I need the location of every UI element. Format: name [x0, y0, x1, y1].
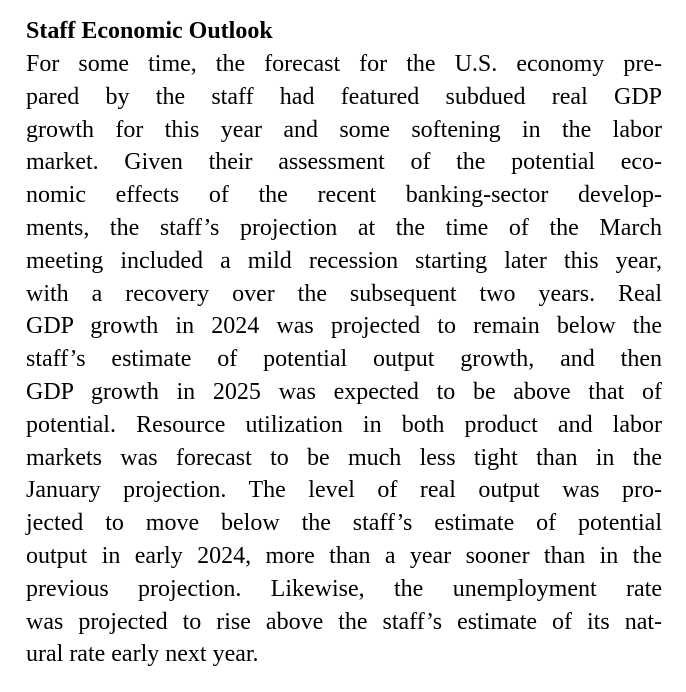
paragraph-line: jected to move below the staff’s estimate of potential	[26, 510, 662, 537]
paragraph-line: GDP growth in 2024 was projected to remain below the	[26, 313, 662, 340]
paragraph-line: pared by the staff had featured subdued real GDP	[26, 83, 662, 110]
paragraph-line: nomic effects of the recent banking-sector develop-	[26, 182, 662, 209]
paragraph-line: growth for this year and some softening in the labor	[26, 116, 662, 143]
paragraph-line: ments, the staff’s projection at the time of the March	[26, 214, 662, 241]
paragraph-line: meeting included a mild recession starting later this year,	[26, 247, 662, 274]
document-section	[26, 15, 662, 671]
paragraph-line: with a recovery over the subsequent two years. Real	[26, 280, 662, 307]
paragraph-line: was projected to rise above the staff’s estimate of its nat-	[26, 608, 662, 635]
paragraph-line: output in early 2024, more than a year sooner than in the	[26, 542, 662, 569]
paragraph-line: previous projection. Likewise, the unemployment rate	[26, 575, 662, 602]
paragraph-line: potential. Resource utilization in both product and labor	[26, 411, 662, 438]
paragraph-line: January projection. The level of real output was pro-	[26, 477, 662, 504]
paragraph-line: ural rate early next year.	[26, 641, 259, 668]
section-paragraph	[26, 48, 662, 671]
section-heading: Staff Economic Outlook	[26, 18, 273, 44]
paragraph-line: For some time, the forecast for the U.S. economy pre-	[26, 51, 662, 77]
paragraph-line: markets was forecast to be much less tight than in the	[26, 444, 662, 471]
paragraph-line: GDP growth in 2025 was expected to be above that of	[26, 378, 662, 405]
paragraph-line: market. Given their assessment of the potential eco-	[26, 149, 662, 176]
paragraph-line: staff’s estimate of potential output growth, and then	[26, 346, 662, 373]
